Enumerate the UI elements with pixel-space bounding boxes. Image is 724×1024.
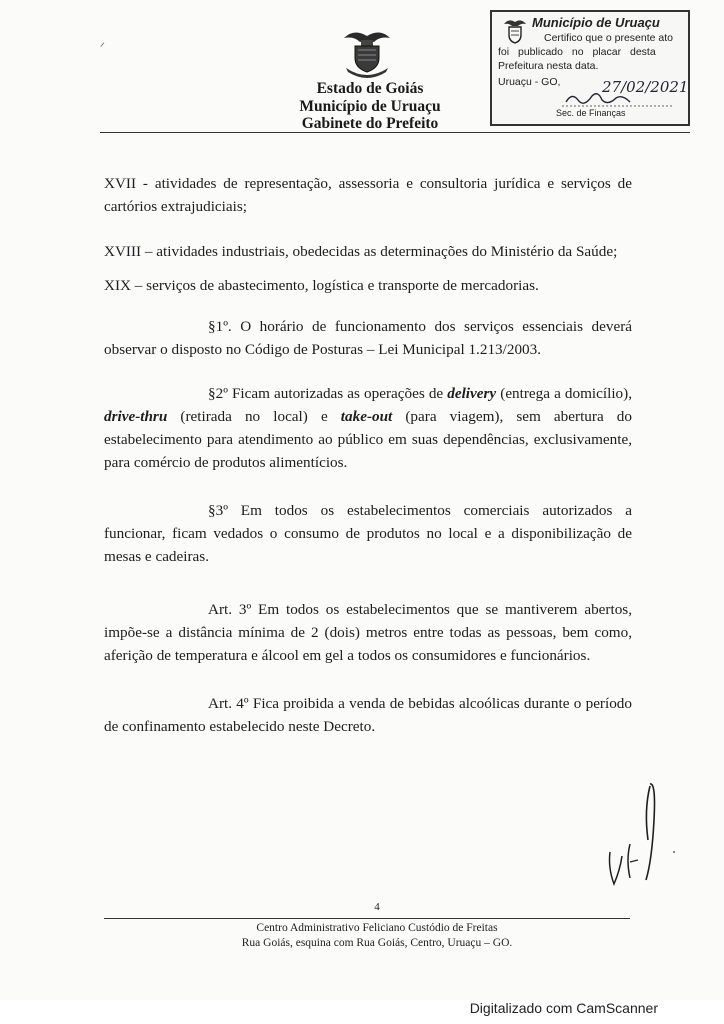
- coat-of-arms-icon: [340, 24, 394, 80]
- stamp-crest-icon: [502, 16, 528, 46]
- item-xix: XIX – serviços de abastecimento, logística e transporte de mercadorias.: [104, 277, 539, 294]
- publication-stamp: [490, 10, 690, 126]
- item-xviii: XVIII – atividades industriais, obedecidas as determinações do Ministério da Saúde;: [104, 243, 618, 260]
- footer-line-2: Rua Goiás, esquina com Rua Goiás, Centro, Uruaçu – GO.: [241, 937, 513, 949]
- handwritten-signature: [590, 780, 680, 890]
- municipality-name: Município de Uruaçu: [299, 97, 441, 115]
- paragraph-2-text-c: (retirada no local) e: [167, 408, 341, 425]
- paragraph-2-text-d: (para viagem), sem abertura do estabelecimento para atendimento ao público em suas dependências, exclusivamente, para comércio de produtos alimentícios.: [104, 408, 632, 471]
- scanner-watermark: Digitalizado com CamScanner: [469, 1000, 658, 1016]
- article-3: Art. 3º Em todos os estabelecimentos que se mantiverem abertos, impõe-se a distância mínima de 2 (dois) metros entre todas as pessoas, bem como, aferição de temperatura e álcool em gel a todos os consumidores e funcionários.: [104, 601, 632, 664]
- paragraph-1: §1º. O horário de funcionamento dos serviços essenciais deverá observar o disposto no Código de Posturas – Lei Municipal 1.213/2003.: [104, 318, 632, 358]
- term-drive-thru: drive-thru: [104, 408, 168, 425]
- article-4: Art. 4º Fica proibida a venda de bebidas alcoólicas durante o período de confinamento estabelecido neste Decreto.: [104, 695, 632, 735]
- term-take-out: take-out: [340, 408, 393, 425]
- paragraph-3: §3º Em todos os estabelecimentos comerciais autorizados a funcionar, ficam vedados o consumo de produtos no local e a disponibilização de mesas e cadeiras.: [104, 502, 632, 565]
- stamp-title: Município de Uruaçu: [532, 15, 660, 30]
- scanner-footer: [0, 1000, 724, 1024]
- header-divider: [100, 132, 690, 133]
- margin-mark: ᐟ: [100, 40, 106, 54]
- paragraph-2-text-a: §2º Ficam autorizadas as operações de: [208, 385, 448, 402]
- stamp-line-3: Prefeitura nesta data.: [498, 60, 599, 72]
- footer-line-1: Centro Administrativo Feliciano Custódio de Freitas: [256, 922, 498, 934]
- footer-divider: [104, 918, 630, 919]
- stamp-place: Uruaçu - GO,: [498, 76, 561, 88]
- stamp-date: 27/02/2021: [602, 78, 689, 96]
- paragraph-2-text-b: (entrega a domicílio),: [496, 385, 632, 402]
- item-xvii: XVII - atividades de representação, assessoria e consultoria jurídica e serviços de cartórios extrajudiciais;: [104, 175, 632, 215]
- letterhead: [270, 80, 470, 133]
- paragraph-2: [104, 382, 632, 474]
- stamp-signature: [562, 88, 682, 110]
- stamp-signature-label: Sec. de Finanças: [556, 108, 626, 118]
- footer-address: [104, 921, 650, 951]
- stamp-line-1: Certifico que o presente ato: [544, 32, 673, 44]
- term-delivery: delivery: [447, 385, 497, 402]
- stamp-line-2: foi publicado no placar desta: [498, 46, 656, 58]
- office-name: Gabinete do Prefeito: [301, 115, 439, 132]
- document-body: [104, 172, 632, 738]
- state-name: Estado de Goiás: [316, 80, 424, 97]
- page-number: 4: [374, 901, 380, 913]
